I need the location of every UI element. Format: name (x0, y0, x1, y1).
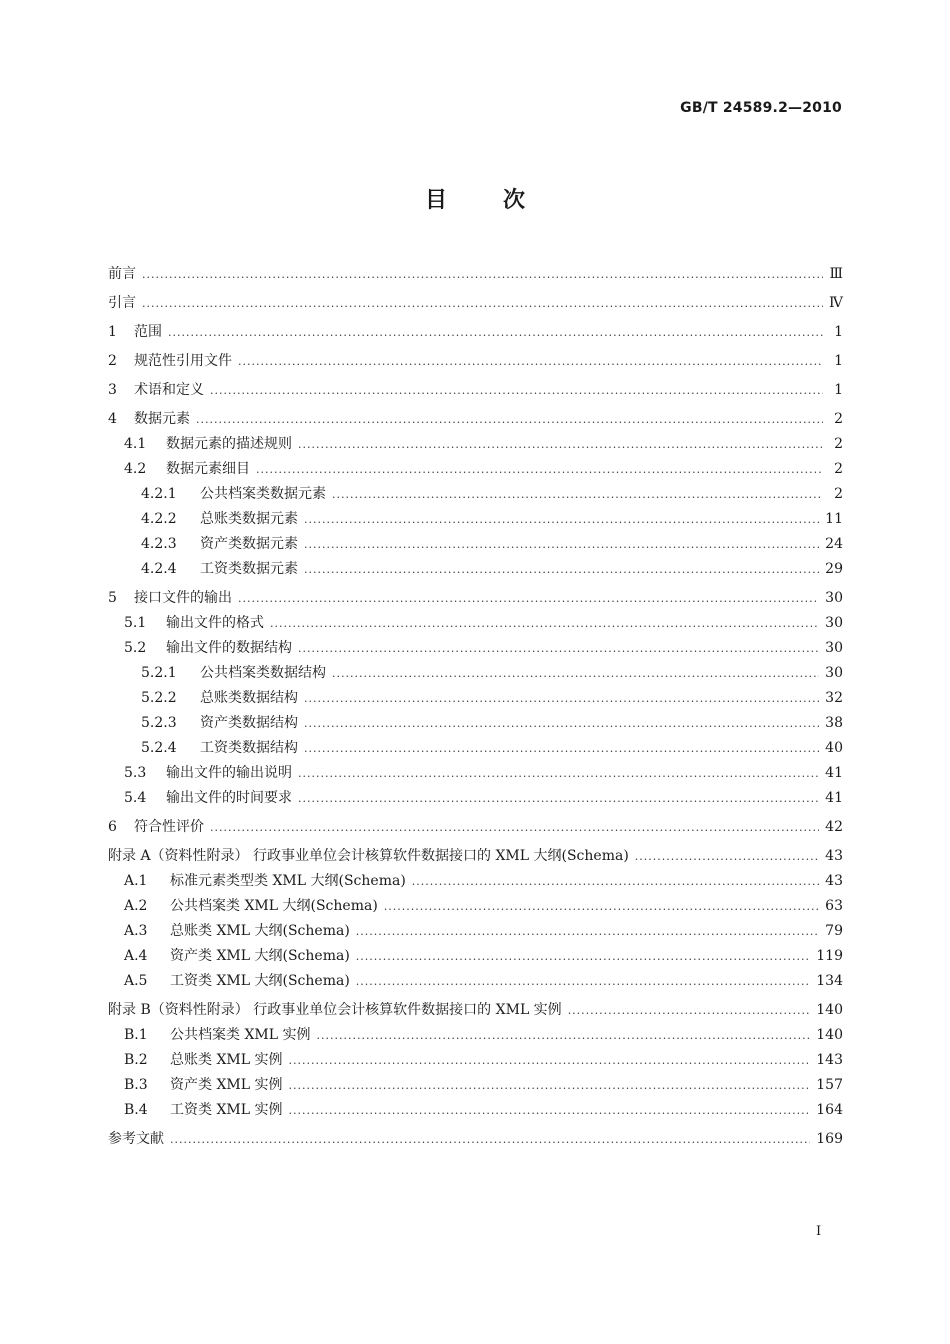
toc-entry-label: 公共档案类 XML 实例 (170, 1027, 311, 1043)
toc-entry-page: 1 (834, 353, 843, 369)
toc-entry-number: 2 (108, 353, 117, 369)
toc-entry-number: 5 (108, 590, 117, 606)
toc-dot-leader (304, 736, 819, 761)
toc-entry[interactable] (108, 378, 843, 403)
toc-entry-page: 32 (825, 690, 843, 706)
toc-entry-label: 输出文件的输出说明 (166, 765, 292, 781)
toc-entry[interactable] (108, 1127, 843, 1152)
toc-entry-number: A.5 (124, 973, 148, 989)
toc-entry-label: 数据元素的描述规则 (166, 436, 292, 452)
toc-entry-label: 标准元素类型类 XML 大纲(Schema) (170, 873, 406, 889)
toc-dot-leader (304, 686, 819, 711)
toc-entry-label: 总账类 XML 大纲(Schema) (170, 923, 350, 939)
toc-dot-leader (142, 291, 823, 316)
toc-entry-page: 2 (834, 411, 843, 427)
toc-entry-label: 范围 (134, 324, 162, 340)
toc-entry-page: 43 (825, 873, 843, 889)
toc-entry[interactable] (108, 711, 843, 736)
page-folio: Ⅰ (816, 1224, 822, 1239)
toc-entry[interactable] (108, 844, 843, 869)
toc-entry-label: 附录 B（资料性附录） 行政事业单位会计核算软件数据接口的 XML 实例 (108, 1002, 562, 1018)
toc-entry-page: 30 (825, 640, 843, 656)
toc-entry-number: B.1 (124, 1027, 148, 1043)
page-title (0, 183, 950, 214)
toc-dot-leader (304, 711, 819, 736)
toc-entry-page: 143 (816, 1052, 843, 1068)
toc-dot-leader (289, 1073, 811, 1098)
toc-entry-number: B.3 (124, 1077, 148, 1093)
toc-entry[interactable] (108, 1048, 843, 1073)
toc-entry[interactable] (108, 432, 843, 457)
toc-dot-leader (412, 869, 819, 894)
toc-entry[interactable] (108, 482, 843, 507)
toc-entry-page: 29 (825, 561, 843, 577)
toc-dot-leader (298, 636, 819, 661)
toc-entry-number: B.2 (124, 1052, 148, 1068)
toc-entry-label: 资产类 XML 实例 (170, 1077, 283, 1093)
toc-entry-page: 157 (816, 1077, 843, 1093)
toc-entry-label: 资产类 XML 大纲(Schema) (170, 948, 350, 964)
toc-entry-page: 2 (834, 436, 843, 452)
toc-entry-number: 3 (108, 382, 117, 398)
toc-entry[interactable] (108, 761, 843, 786)
toc-dot-leader (256, 457, 823, 482)
toc-entry-number: A.2 (124, 898, 148, 914)
toc-entry-page: 1 (834, 324, 843, 340)
toc-entry-number: A.3 (124, 923, 148, 939)
toc-entry-number: A.1 (124, 873, 148, 889)
toc-entry-number: 5.4 (124, 790, 147, 806)
toc-entry-number: 5.2.1 (141, 665, 177, 681)
toc-entry-page: 134 (816, 973, 843, 989)
toc-dot-leader (332, 661, 819, 686)
toc-entry-label: 工资类数据元素 (200, 561, 298, 577)
toc-entry-page: 140 (816, 1027, 843, 1043)
toc-entry[interactable] (108, 786, 843, 811)
toc-entry-label: 公共档案类 XML 大纲(Schema) (170, 898, 378, 914)
toc-entry[interactable] (108, 262, 843, 287)
toc-entry[interactable] (108, 686, 843, 711)
standard-number: GB/T 24589.2—2010 (680, 100, 842, 116)
toc-entry-label: 工资类 XML 实例 (170, 1102, 283, 1118)
toc-entry[interactable] (108, 320, 843, 345)
toc-dot-leader (356, 944, 810, 969)
toc-entry[interactable] (108, 1023, 843, 1048)
toc-dot-leader (168, 320, 823, 345)
toc-entry-label: 引言 (108, 295, 136, 311)
toc-dot-leader (356, 919, 819, 944)
toc-entry-number: 5.2.3 (141, 715, 177, 731)
toc-entry-page: 42 (825, 819, 843, 835)
toc-entry-label: 附录 A（资料性附录） 行政事业单位会计核算软件数据接口的 XML 大纲(Schema) (108, 848, 629, 864)
toc-dot-leader (270, 611, 819, 636)
toc-dot-leader (568, 998, 811, 1023)
toc-entry-label: 公共档案类数据元素 (200, 486, 326, 502)
toc-entry-page: 38 (825, 715, 843, 731)
toc-dot-leader (298, 786, 819, 811)
toc-entry[interactable] (108, 407, 843, 432)
toc-entry-page: 30 (825, 615, 843, 631)
toc-entry-label: 资产类数据结构 (200, 715, 298, 731)
toc-entry-page: 24 (825, 536, 843, 552)
toc-entry-label: 输出文件的格式 (166, 615, 264, 631)
toc-dot-leader (196, 407, 823, 432)
toc-entry[interactable] (108, 532, 843, 557)
toc-entry-page: 11 (825, 511, 843, 527)
toc-entry[interactable] (108, 1073, 843, 1098)
toc-entry-number: 4.2 (124, 461, 147, 477)
toc-entry[interactable] (108, 636, 843, 661)
toc-entry-number: 5.3 (124, 765, 147, 781)
toc-entry-page: 40 (825, 740, 843, 756)
toc-entry-page: 30 (825, 590, 843, 606)
toc-entry-label: 总账类数据元素 (200, 511, 298, 527)
toc-entry-page: Ⅳ (829, 295, 843, 311)
toc-entry-page: 63 (825, 898, 843, 914)
toc-entry[interactable] (108, 1098, 843, 1123)
toc-entry-label: 工资类 XML 大纲(Schema) (170, 973, 350, 989)
toc-dot-leader (332, 482, 823, 507)
toc-entry-number: 5.2.2 (141, 690, 177, 706)
toc-dot-leader (317, 1023, 811, 1048)
toc-entry[interactable] (108, 349, 843, 374)
toc-entry-number: 4.2.3 (141, 536, 177, 552)
toc-dot-leader (289, 1098, 811, 1123)
toc-entry[interactable] (108, 736, 843, 761)
toc-dot-leader (298, 761, 819, 786)
title-char-2: 次 (503, 188, 526, 213)
toc-entry[interactable] (108, 507, 843, 532)
toc-entry[interactable] (108, 661, 843, 686)
toc-entry[interactable] (108, 586, 843, 611)
toc-entry[interactable] (108, 557, 843, 582)
toc-entry-number: B.4 (124, 1102, 148, 1118)
toc-entry-page: 1 (834, 382, 843, 398)
table-of-contents (108, 258, 843, 1152)
toc-entry-number: 1 (108, 324, 117, 340)
toc-entry-page: 41 (825, 790, 843, 806)
toc-entry-page: 140 (816, 1002, 843, 1018)
toc-entry-label: 资产类数据元素 (200, 536, 298, 552)
toc-entry[interactable] (108, 894, 843, 919)
toc-entry-number: 5.1 (124, 615, 147, 631)
toc-entry-number: 5.2.4 (141, 740, 177, 756)
toc-entry-label: 输出文件的时间要求 (166, 790, 292, 806)
toc-entry[interactable] (108, 919, 843, 944)
toc-dot-leader (298, 432, 823, 457)
toc-entry[interactable] (108, 815, 843, 840)
toc-entry-label: 输出文件的数据结构 (166, 640, 292, 656)
toc-dot-leader (142, 262, 823, 287)
toc-entry[interactable] (108, 944, 843, 969)
toc-entry[interactable] (108, 611, 843, 636)
toc-entry-number: 4.2.1 (141, 486, 177, 502)
toc-entry-label: 术语和定义 (134, 382, 204, 398)
toc-entry-page: Ⅲ (829, 266, 843, 282)
toc-entry-page: 30 (825, 665, 843, 681)
toc-entry-label: 数据元素细目 (166, 461, 250, 477)
toc-dot-leader (384, 894, 819, 919)
toc-entry-label: 规范性引用文件 (134, 353, 232, 369)
toc-dot-leader (304, 532, 819, 557)
toc-dot-leader (289, 1048, 811, 1073)
toc-entry[interactable] (108, 457, 843, 482)
toc-dot-leader (304, 507, 819, 532)
toc-entry-number: A.4 (124, 948, 148, 964)
toc-entry-page: 2 (834, 486, 843, 502)
toc-entry-number: 4.1 (124, 436, 147, 452)
toc-entry-label: 工资类数据结构 (200, 740, 298, 756)
toc-entry-page: 164 (816, 1102, 843, 1118)
toc-entry-label: 公共档案类数据结构 (200, 665, 326, 681)
toc-entry-page: 79 (825, 923, 843, 939)
toc-entry-label: 参考文献 (108, 1131, 164, 1147)
toc-entry-number: 4 (108, 411, 117, 427)
toc-entry-page: 43 (825, 848, 843, 864)
toc-dot-leader (170, 1127, 810, 1152)
toc-entry-label: 总账类数据结构 (200, 690, 298, 706)
toc-dot-leader (356, 969, 810, 994)
toc-dot-leader (210, 378, 823, 403)
toc-entry[interactable] (108, 998, 843, 1023)
toc-entry-label: 符合性评价 (134, 819, 204, 835)
toc-entry-label: 总账类 XML 实例 (170, 1052, 283, 1068)
toc-entry-label: 接口文件的输出 (134, 590, 232, 606)
toc-entry-number: 4.2.2 (141, 511, 177, 527)
toc-dot-leader (238, 586, 819, 611)
toc-entry-page: 169 (816, 1131, 843, 1147)
toc-entry-label: 数据元素 (134, 411, 190, 427)
toc-dot-leader (210, 815, 819, 840)
toc-entry-label: 前言 (108, 266, 136, 282)
toc-entry-page: 2 (834, 461, 843, 477)
toc-entry-page: 41 (825, 765, 843, 781)
toc-entry[interactable] (108, 291, 843, 316)
title-char-1: 目 (424, 188, 447, 213)
toc-entry-page: 119 (816, 948, 843, 964)
toc-dot-leader (635, 844, 819, 869)
toc-dot-leader (238, 349, 823, 374)
toc-entry-number: 4.2.4 (141, 561, 177, 577)
toc-entry[interactable] (108, 969, 843, 994)
toc-dot-leader (304, 557, 819, 582)
toc-entry-number: 6 (108, 819, 117, 835)
toc-entry[interactable] (108, 869, 843, 894)
toc-entry-number: 5.2 (124, 640, 147, 656)
